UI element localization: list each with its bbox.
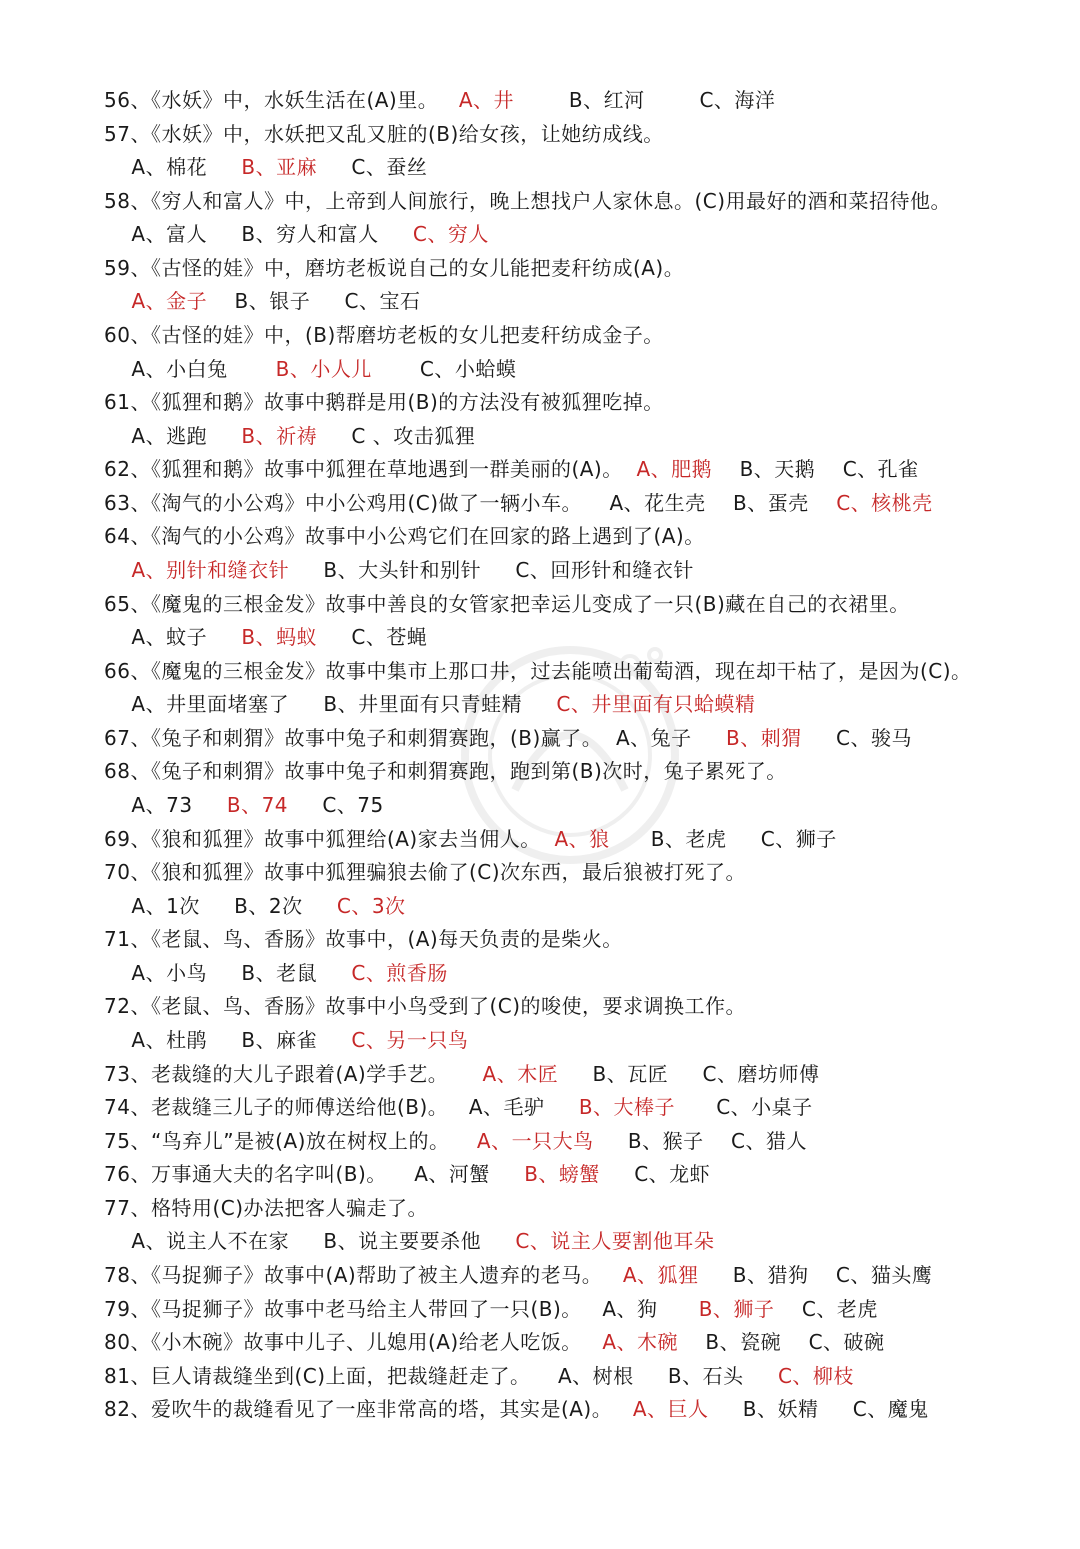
- question-text: 66、《魔鬼的三根金发》故事中集市上那口井，过去能喷出葡萄酒，现在却干枯了，是因为(C)。: [104, 658, 972, 683]
- correct-answer: B、大棒子: [578, 1095, 676, 1120]
- question-text: 76、万事通大夫的名字叫(B)。 A、河蟹: [104, 1162, 525, 1187]
- question-text: B、天鹅 C、孔雀: [712, 457, 919, 482]
- question-line: [104, 251, 684, 285]
- question-text: B、大头针和别针 C、回形针和缝衣针: [289, 557, 694, 582]
- question-text: B、银子 C、宝石: [207, 289, 421, 314]
- question-text: 59、《古怪的娃》中，磨坊老板说自己的女儿能把麦秆纺成(A)。: [104, 255, 685, 280]
- question-text: 63、《淘气的小公鸡》中小公鸡用(C)做了一辆小车。 A、花生壳 B、蛋壳: [104, 490, 837, 515]
- question-text: [104, 289, 131, 313]
- question-line: [104, 721, 912, 755]
- question-text: 56、《水妖》中，水妖生活在(A)里。: [104, 88, 459, 112]
- question-text: [104, 558, 131, 582]
- question-line: [104, 788, 384, 822]
- question-line: [104, 1124, 807, 1158]
- question-line: [104, 83, 775, 117]
- question-text: A、1次 B、2次: [104, 893, 337, 918]
- question-text: 72、《老鼠、鸟、香肠》故事中小鸟受到了(C)的唆使，要求调换工作。: [104, 994, 747, 1019]
- question-text: 68、《兔子和刺猬》故事中兔子和刺猬赛跑，跑到第(B)次时，兔子累死了。: [104, 759, 787, 784]
- correct-answer: B、亚麻: [241, 155, 318, 180]
- correct-answer: C、核桃壳: [836, 490, 933, 515]
- correct-answer: C、3次: [336, 893, 406, 918]
- question-line: [104, 1023, 468, 1057]
- question-text: 64、《淘气的小公鸡》故事中小公鸡它们在回家的路上遇到了(A)。: [104, 524, 705, 549]
- question-line: [104, 989, 746, 1023]
- question-text: 57、《水妖》中，水妖把又乱又脏的(B)给女孩，让她纺成线。: [104, 121, 664, 146]
- question-text: 81、巨人请裁缝坐到(C)上面，把裁缝赶走了。 A、树根 B、石头: [104, 1363, 778, 1388]
- question-line: [104, 385, 664, 419]
- correct-answer: C、穷人: [412, 222, 489, 247]
- question-line: [104, 855, 746, 889]
- correct-answer: B、刺猬: [725, 725, 802, 750]
- question-text: 67、《兔子和刺猬》故事中兔子和刺猬赛跑，(B)赢了。 A、兔子: [104, 725, 726, 750]
- question-line: [104, 822, 837, 856]
- question-text: B、老虎 C、狮子: [609, 826, 837, 851]
- question-text: 60、《古怪的娃》中，(B)帮磨坊老板的女儿把麦秆纺成金子。: [104, 322, 664, 347]
- question-text: 71、《老鼠、鸟、香肠》故事中，(A)每天负责的是柴火。: [104, 927, 623, 952]
- question-text: 62、《狐狸和鹅》故事中狐狸在草地遇到一群美丽的(A)。: [104, 457, 637, 482]
- correct-answer: A、井: [458, 88, 514, 112]
- question-text: 80、《小木碗》故事中儿子、儿媳用(A)给老人吃饭。: [104, 1330, 603, 1355]
- question-line: [104, 956, 448, 990]
- question-text: A、说主人不在家 B、说主要要杀他: [104, 1229, 516, 1254]
- correct-answer: B、狮子: [698, 1296, 775, 1321]
- question-line: [104, 452, 919, 486]
- question-line: [104, 1090, 813, 1124]
- question-line: [104, 284, 421, 318]
- question-line: [104, 1392, 929, 1426]
- question-line: [104, 1157, 710, 1191]
- question-text: B、瓦匠 C、磨坊师傅: [558, 1061, 820, 1086]
- question-text: B、红河 C、海洋: [514, 88, 776, 112]
- correct-answer: B、蚂蚁: [241, 625, 318, 650]
- question-text: C、小蛤蟆: [371, 356, 517, 381]
- question-text: A、逃跑: [104, 423, 242, 448]
- question-text: 77、格特用(C)办法把客人骗走了。: [104, 1195, 429, 1220]
- question-text: 79、《马捉狮子》故事中老马给主人带回了一只(B)。 A、狗: [104, 1296, 699, 1321]
- question-text: 78、《马捉狮子》故事中(A)帮助了被主人遗弃的老马。: [104, 1262, 623, 1287]
- question-line: [104, 184, 951, 218]
- question-text: C 、攻击狐狸: [317, 423, 476, 448]
- correct-answer: A、木碗: [602, 1330, 678, 1355]
- question-line: [104, 150, 427, 184]
- question-text: C、老虎: [774, 1296, 878, 1321]
- question-text: B、猴子 C、猎人: [593, 1128, 807, 1153]
- question-text: A、杜鹃 B、麻雀: [104, 1027, 352, 1052]
- question-text: B、猎狗 C、猫头鹰: [698, 1262, 933, 1287]
- question-text: B、妖精 C、魔鬼: [708, 1397, 929, 1422]
- question-text: A、富人 B、穷人和富人: [104, 222, 413, 247]
- correct-answer: B、祈祷: [241, 423, 318, 448]
- question-line: [104, 419, 475, 453]
- question-line: [104, 620, 427, 654]
- question-line: [104, 1325, 885, 1359]
- question-line: [104, 1224, 714, 1258]
- correct-answer: A、一只大鸟: [476, 1128, 594, 1153]
- correct-answer: B、螃蟹: [524, 1162, 600, 1187]
- correct-answer: C、煎香肠: [351, 960, 448, 985]
- question-text: 69、《狼和狐狸》故事中狐狸给(A)家去当佣人。: [104, 826, 555, 851]
- correct-answer: C、柳枝: [777, 1363, 854, 1388]
- question-line: [104, 1258, 932, 1292]
- question-text: C、苍蝇: [317, 625, 428, 650]
- question-text: A、小鸟 B、老鼠: [104, 960, 352, 985]
- correct-answer: A、金子: [131, 289, 208, 314]
- question-line: [104, 1191, 428, 1225]
- question-text: 58、《穷人和富人》中，上帝到人间旅行，晚上想找户人家休息。(C)用最好的酒和菜招待他。: [104, 188, 952, 213]
- question-text: C、75: [288, 792, 384, 817]
- question-line: [104, 117, 664, 151]
- question-text: C、蚕丝: [317, 155, 428, 180]
- correct-answer: C、井里面有只蛤蟆精: [556, 692, 756, 717]
- question-line: [104, 889, 406, 923]
- question-text: A、井里面堵塞了 B、井里面有只青蛙精: [104, 692, 557, 717]
- question-line: [104, 352, 516, 386]
- correct-answer: A、狼: [554, 826, 610, 851]
- question-line: [104, 754, 787, 788]
- question-line: [104, 1292, 878, 1326]
- question-line: [104, 654, 972, 688]
- correct-answer: A、别针和缝衣针: [131, 557, 290, 582]
- correct-answer: A、肥鹅: [636, 457, 713, 482]
- correct-answer: A、巨人: [632, 1397, 709, 1422]
- question-line: [104, 519, 705, 553]
- correct-answer: C、另一只鸟: [351, 1027, 469, 1052]
- question-line: [104, 318, 664, 352]
- question-text: 70、《狼和狐狸》故事中狐狸骗狼去偷了(C)次东西，最后狼被打死了。: [104, 860, 747, 885]
- question-line: [104, 486, 933, 520]
- question-line: [104, 1359, 854, 1393]
- correct-answer: C、说主人要割他耳朵: [515, 1229, 715, 1254]
- question-line: [104, 553, 694, 587]
- question-line: [104, 687, 755, 721]
- question-line: [104, 1057, 819, 1091]
- question-text: 61、《狐狸和鹅》故事中鹅群是用(B)的方法没有被狐狸吃掉。: [104, 390, 664, 415]
- correct-answer: A、狐狸: [622, 1262, 699, 1287]
- question-text: 73、老裁缝的大儿子跟着(A)学手艺。: [104, 1061, 483, 1086]
- correct-answer: B、74: [226, 792, 289, 817]
- question-line: [104, 922, 623, 956]
- question-text: 65、《魔鬼的三根金发》故事中善良的女管家把幸运儿变成了一只(B)藏在自己的衣裙里。: [104, 591, 910, 616]
- question-text: A、73: [104, 792, 227, 817]
- correct-answer: A、木匠: [482, 1061, 559, 1086]
- question-text: 75、“鸟弃儿”是被(A)放在树杈上的。: [104, 1128, 477, 1153]
- question-text: C、小桌子: [675, 1095, 813, 1120]
- question-text: A、棉花: [104, 155, 242, 180]
- question-text: 74、老裁缝三儿子的师傅送给他(B)。 A、毛驴: [104, 1095, 579, 1120]
- question-text: A、蚊子: [104, 625, 242, 650]
- question-line: [104, 587, 910, 621]
- question-text: 82、爱吹牛的裁缝看见了一座非常高的塔，其实是(A)。: [104, 1397, 633, 1422]
- question-text: C、骏马: [801, 725, 912, 750]
- question-line: [104, 217, 489, 251]
- question-text: C、龙虾: [599, 1162, 711, 1187]
- question-text: A、小白兔: [104, 356, 276, 381]
- correct-answer: B、小人儿: [275, 356, 372, 381]
- question-text: B、瓷碗 C、破碗: [678, 1330, 885, 1355]
